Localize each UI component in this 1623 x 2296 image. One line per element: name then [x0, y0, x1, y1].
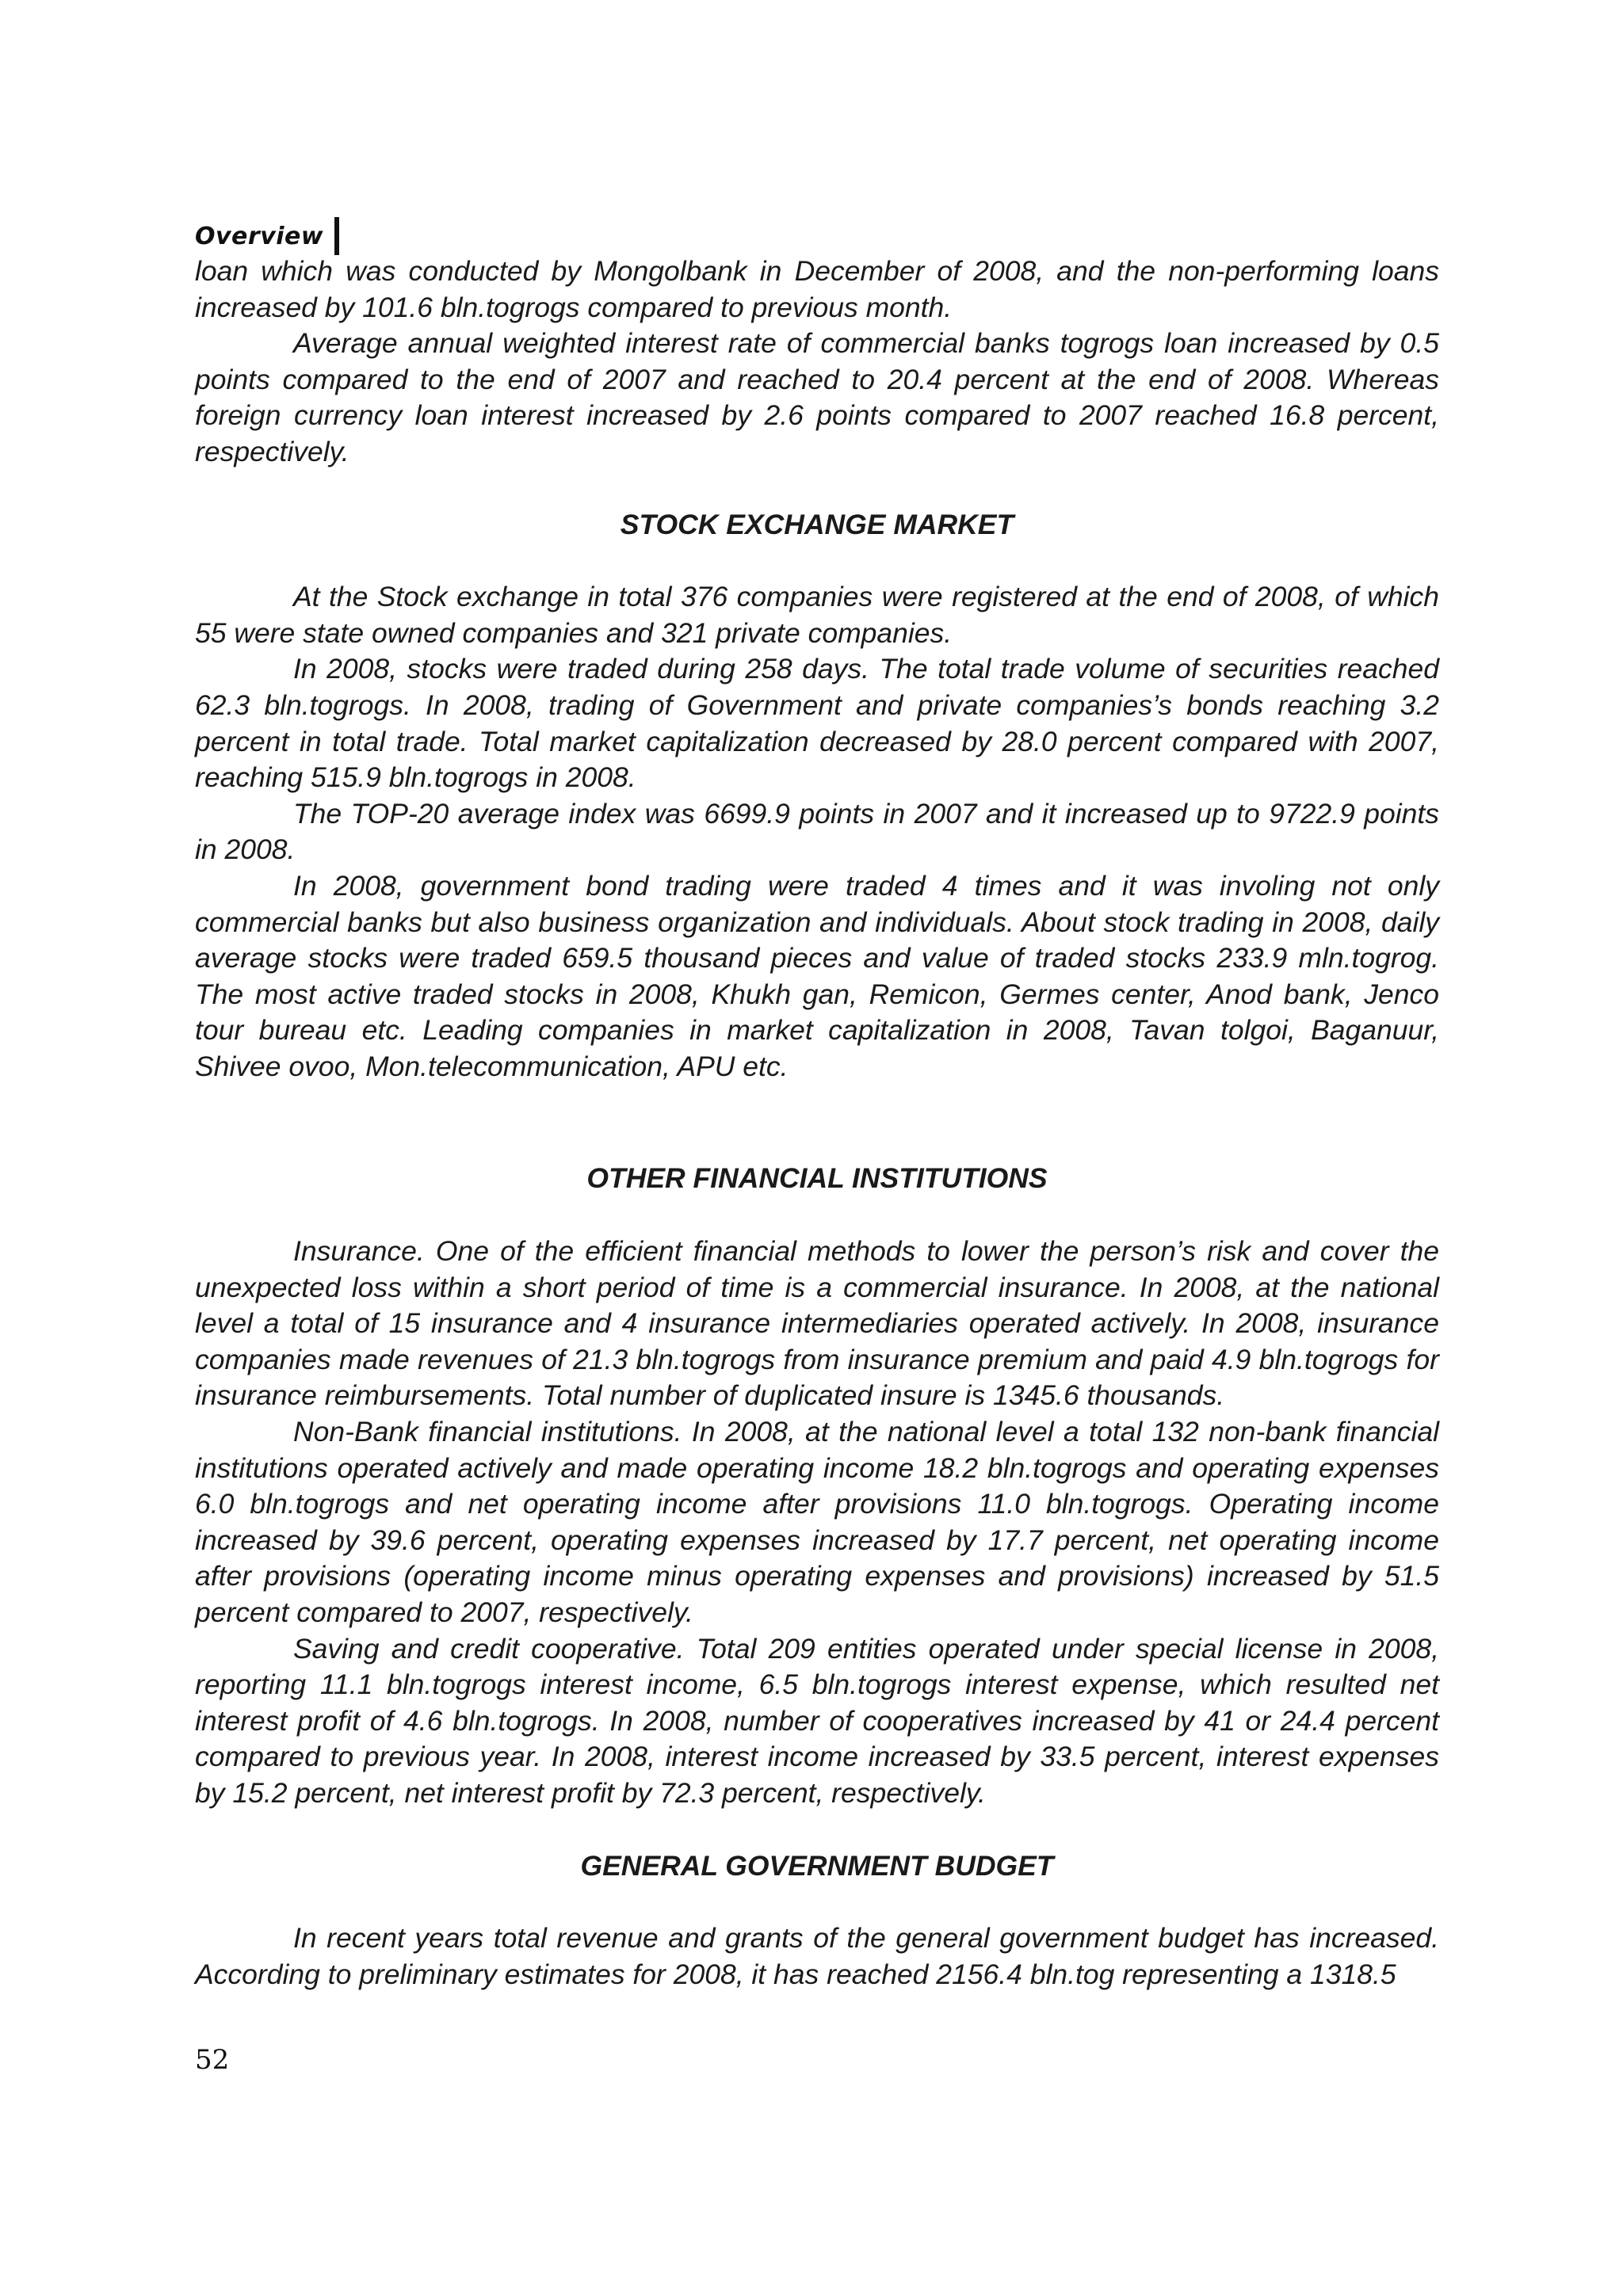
paragraph: Average annual weighted interest rate of commercial banks togrogs loan increased by 0.5 points compared to the end of 2007 and reached to 20.4 percent at the end of 2008. Whereas foreign currency loan interest increased by 2.6 points compared to 2007 reached 16.8 percent, respectively. — [195, 327, 1439, 467]
paragraph: loan which was conducted by Mongolbank in December of 2008, and the non-performing loans increased by 101.6 bln.togrogs compared to previous month. — [195, 255, 1439, 323]
paragraph: Saving and credit cooperative. Total 209 entities operated under special license in 2008, reporting 11.1 bln.togrogs interest income, 6.5 bln.togrogs interest expense, which resulted net interest profit of 4.6 bln.togrogs. In 2008, number of cooperatives increased by 41 or 24.4 percent compared to previous year. In 2008, interest income increased by 33.5 percent, interest expenses by 15.2 percent, net interest profit by 72.3 percent, respectively. — [195, 1632, 1439, 1809]
section-heading-budget: GENERAL GOVERNMENT BUDGET — [580, 1849, 1054, 1882]
paragraph: Non-Bank financial institutions. In 2008, at the national level a total 132 non-bank financial institutions operated actively and made operating income 18.2 bln.togrogs and operating expenses 6.0 bln.togrogs and net operating income after provisions 11.0 bln.togrogs. Operating income increased by 39.6 percent, operating expenses increased by 17.7 percent, net operating income after provisions (operating income minus operating expenses and provisions) increased by 51.5 percent compared to 2007, respectively. — [195, 1416, 1439, 1628]
paragraph: In 2008, government bond trading were traded 4 times and it was involing not only commercial banks but also business organization and individuals. About stock trading in 2008, daily average stocks were traded 659.5 thousand pieces and value of traded stocks 233.9 mln.togrog. The most active traded stocks in 2008, Khukh gan, Remicon, Germes center, Anod bank, Jenco tour bureau etc. Leading companies in market capitalization in 2008, Tavan tolgoi, Baganuur, Shivee ovoo, Mon.telecommunication, APU etc. — [195, 869, 1439, 1082]
paragraph: In 2008, stocks were traded during 258 days. The total trade volume of securities reached 62.3 bln.togrogs. In 2008, trading of Government and private companies’s bonds reaching 3.2 percent in total trade. Total market capitalization decreased by 28.0 percent compared with 2007, reaching 515.9 bln.togrogs in 2008. — [195, 653, 1439, 794]
paragraph: Insurance. One of the efficient financial methods to lower the person’s risk and cover the unexpected loss within a short period of time is a commercial insurance. In 2008, at the national level a total of 15 insurance and 4 insurance intermediaries operated actively. In 2008, insurance companies made revenues of 21.3 bln.togrogs from insurance premium and paid 4.9 bln.togrogs for insurance reimbursements. Total number of duplicated insure is 1345.6 thousands. — [195, 1235, 1439, 1412]
header-bar — [334, 217, 339, 255]
paragraph: The TOP-20 average index was 6699.9 points in 2007 and it increased up to 9722.9 points in 2008. — [195, 797, 1439, 866]
page-number: 52 — [195, 2044, 230, 2076]
section-heading-other-financial: OTHER FINANCIAL INSTITUTIONS — [586, 1162, 1048, 1195]
running-header — [195, 215, 339, 257]
section-title: Overview — [195, 222, 324, 250]
body-text — [195, 254, 1439, 1993]
paragraph: In recent years total revenue and grants of the general government budget has increased. According to preliminary estimates for 2008, it has reached 2156.4 bln.tog representing a 1318.5 — [195, 1922, 1439, 1990]
section-heading-stock-exchange: STOCK EXCHANGE MARKET — [620, 508, 1014, 540]
paragraph: At the Stock exchange in total 376 companies were registered at the end of 2008, of which 55 were state owned companies and 321 private companies. — [195, 581, 1439, 649]
